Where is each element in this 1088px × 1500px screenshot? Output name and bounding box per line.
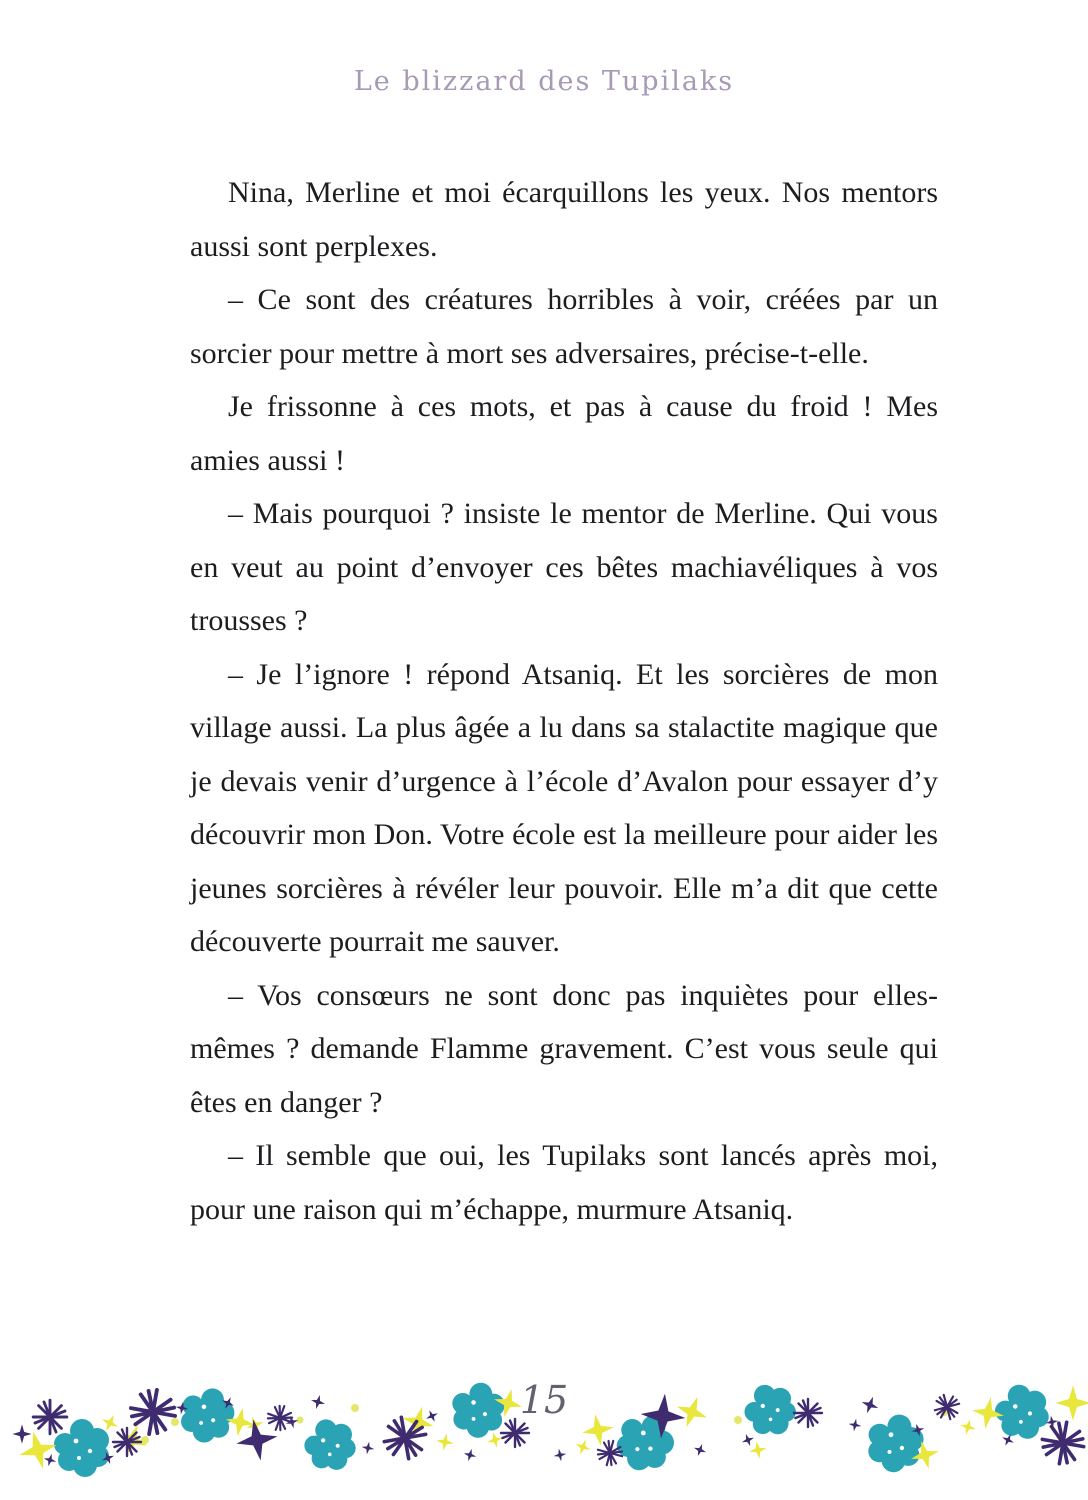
paragraph: – Ce sont des créatures horribles à voir, créées par un sorcier pour mettre à mort ses adversaires, précise-t-elle. [190, 283, 938, 370]
footer-decoration-band [0, 1350, 1088, 1500]
paragraph: – Vos consœurs ne sont donc pas inquiètes pour elles-mêmes ? demande Flamme gravement. C’est vous seule qui êtes en danger ? [190, 978, 938, 1119]
starburst-icon [113, 1428, 141, 1456]
paragraph: – Mais pourquoi ? insiste le mentor de Merline. Qui vous en veut au point d’envoyer ces bêtes machiavéliques à vos trousses ? [190, 497, 938, 637]
sparkle-icon [12, 1424, 31, 1443]
paragraph: – Je l’ignore ! répond Atsaniq. Et les sorcières de mon village aussi. La plus âgée a lu dans sa stalactite magique que je devais venir d’urgence à l’école d’Avalon pour essayer d’y découvrir mon Don. Votre école est la meilleure pour aider les jeunes sorcières à révéler leur pouvoir. Elle m’a dit que cette découverte pourrait me sauver. [190, 657, 938, 958]
sparkle-icon [692, 1442, 708, 1458]
chapter-title: Le blizzard des Tupilaks [353, 66, 735, 97]
body-text [190, 166, 938, 1236]
sparkle-icon [361, 1441, 376, 1456]
star-icon [435, 1432, 455, 1452]
sparkle-icon [740, 1432, 756, 1448]
footer-decoration [0, 1350, 1088, 1500]
starburst-icon [501, 1419, 529, 1447]
star-icon [573, 1437, 594, 1458]
starburst-icon [1039, 1419, 1088, 1468]
page-number: 15 [519, 1378, 569, 1422]
star-icon [748, 1440, 768, 1460]
flower-icon [299, 1414, 360, 1477]
sparkle-icon [462, 1447, 478, 1463]
paragraph: – Il semble que oui, les Tupilaks sont lancés après moi, pour une raison qui m’échappe, murmure Atsaniq. [190, 1139, 938, 1226]
paragraph: Nina, Merline et moi écarquillons les yeux. Nos mentors aussi sont perplexes. [190, 176, 938, 263]
dot-icon [141, 1436, 149, 1444]
sparkle-icon [553, 1448, 568, 1463]
sparkle-icon [42, 1452, 58, 1468]
paragraph: Je frissonne à ces mots, et pas à cause du froid ! Mes amies aussi ! [190, 390, 938, 477]
